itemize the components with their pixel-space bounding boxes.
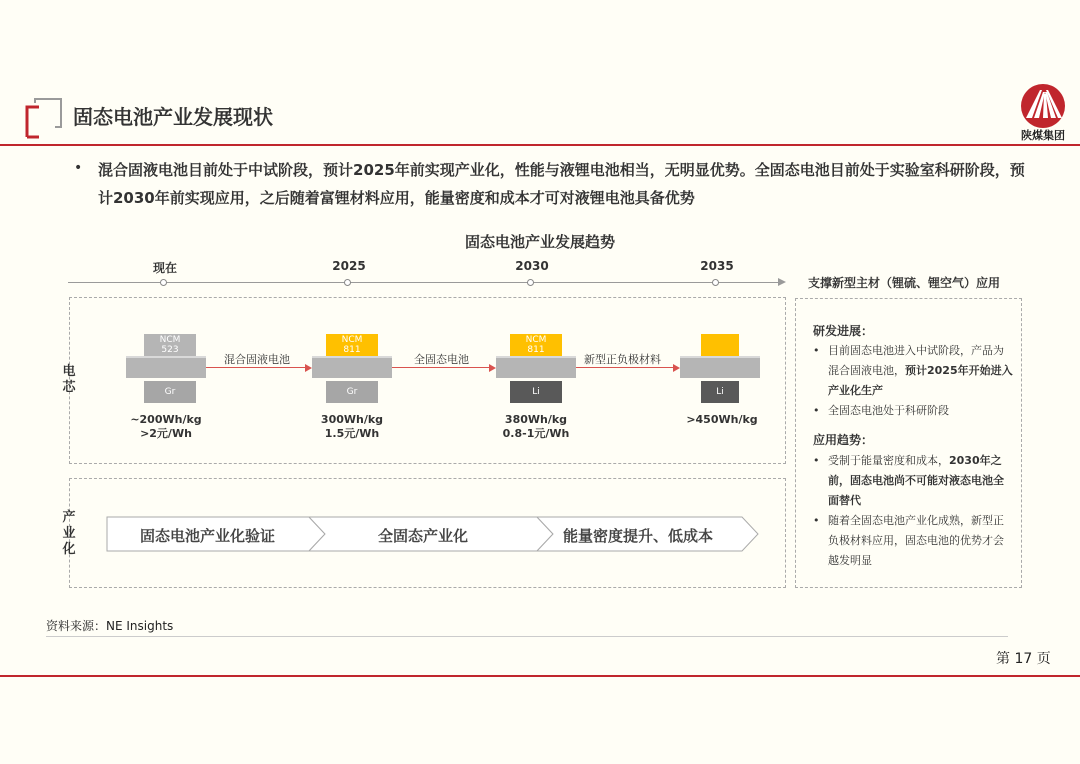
transition-label: 新型正负极材料 xyxy=(584,353,661,366)
electrolyte-layer xyxy=(496,356,576,378)
footer-divider xyxy=(46,636,1008,637)
timeline-label-2035: 2035 xyxy=(700,259,734,273)
stage-label-industrialization: 全固态产业化 xyxy=(378,527,469,545)
timeline-dot xyxy=(344,279,351,286)
app-item: • 受制于能量密度和成本，2030年之前，固态电池尚不可能对液态电池全面替代 xyxy=(813,454,1004,507)
row-label-industry: 产业化 xyxy=(62,510,76,557)
timeline-label-2030: 2030 xyxy=(515,259,549,273)
timeline-axis xyxy=(68,282,780,283)
metric-energy: >450Wh/kg xyxy=(686,413,758,426)
cathode-block: NCM 523 xyxy=(144,334,196,356)
metric-cost: >2元/Wh xyxy=(140,427,192,440)
transition-label: 全固态电池 xyxy=(414,353,469,366)
cathode-block: NCM 811 xyxy=(510,334,562,356)
flow-line xyxy=(576,367,674,368)
flow-line xyxy=(206,367,306,368)
timeline-dot xyxy=(712,279,719,286)
bottom-divider xyxy=(0,675,1080,677)
timeline-dot xyxy=(160,279,167,286)
timeline-label-now: 现在 xyxy=(152,261,177,275)
anode-block: Gr xyxy=(144,381,196,403)
metric-energy: 380Wh/kg xyxy=(504,413,568,426)
app-heading: 应用趋势： xyxy=(813,433,874,447)
electrolyte-layer xyxy=(680,356,760,378)
flow-arrow-icon xyxy=(673,364,680,372)
logo-text: 陕煤集团 xyxy=(1021,129,1065,142)
stage-label-verification: 固态电池产业化验证 xyxy=(140,527,276,545)
bullet-marker: • xyxy=(74,160,83,176)
row-label-cell: 电芯 xyxy=(62,364,76,395)
electrolyte-layer xyxy=(312,356,392,378)
timeline-arrow-icon xyxy=(778,278,786,286)
source-note: 资料来源：NE Insights xyxy=(46,619,174,633)
page-title: 固态电池产业发展现状 xyxy=(73,105,273,129)
timeline-dot xyxy=(527,279,534,286)
metric-energy: ~200Wh/kg xyxy=(130,413,202,426)
summary-text: 混合固液电池目前处于中试阶段，预计2025年前实现产业化，性能与液锂电池相当，无明显优势。全固态电池目前处于实验室科研阶段，预计2030年前实现应用，之后随着富锂材料应用，能量密度和成本才可对液锂电池具备优势 xyxy=(98,161,1025,207)
header-divider xyxy=(0,144,1080,146)
metric-energy: 300Wh/kg xyxy=(320,413,384,426)
rd-item: • 目前固态电池进入中试阶段，产品为混合固液电池，预计2025年开始进入产业化生产 xyxy=(813,344,1013,397)
support-label: 支撑新型主材（锂硫、锂空气）应用 xyxy=(808,276,1001,290)
metric-cost: 0.8-1元/Wh xyxy=(502,427,570,440)
anode-block: Gr xyxy=(326,381,378,403)
cathode-block: NCM 811 xyxy=(326,334,378,356)
anode-block: Li xyxy=(510,381,562,403)
page-number: 第 17 页 xyxy=(996,651,1051,667)
rd-item: • 全固态电池处于科研阶段 xyxy=(813,404,949,417)
diagram-title: 固态电池产业发展趋势 xyxy=(464,233,615,251)
anode-block: Li xyxy=(701,381,739,403)
transition-label: 混合固液电池 xyxy=(224,353,290,366)
stage-label-improvement: 能量密度提升、低成本 xyxy=(563,527,714,545)
app-item: • 随着全固态电池产业化成熟，新型正负极材料应用，固态电池的优势才会越发明显 xyxy=(813,514,1004,567)
header-bracket-icon xyxy=(25,97,63,139)
electrolyte-layer xyxy=(126,356,206,378)
timeline-label-2025: 2025 xyxy=(332,259,366,273)
flow-arrow-icon xyxy=(489,364,496,372)
cathode-block xyxy=(701,334,739,356)
rd-heading: 研发进展： xyxy=(813,324,874,338)
metric-cost: 1.5元/Wh xyxy=(324,427,380,440)
flow-arrow-icon xyxy=(305,364,312,372)
flow-line xyxy=(392,367,490,368)
